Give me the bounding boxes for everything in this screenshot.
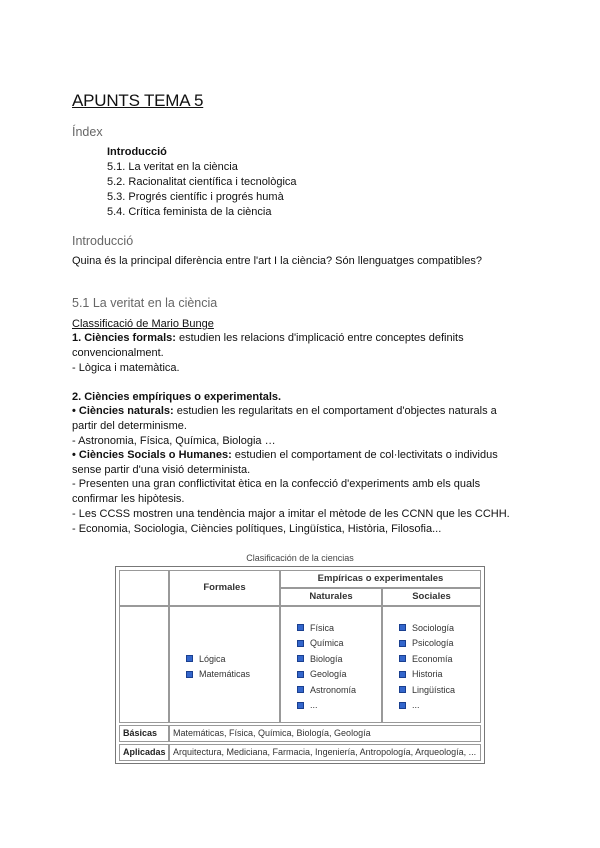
formal-text-cont: convencionalment.: [72, 347, 164, 359]
natural-text-cont: partir del determinisme.: [72, 420, 187, 432]
aplicadas-label: Aplicadas: [119, 744, 169, 761]
bullet-icon: [399, 655, 406, 662]
list-item: Astronomía: [297, 682, 356, 698]
list-item: Geología: [297, 667, 356, 683]
toc-item: 5.2. Racionalitat científica i tecnològica: [107, 176, 297, 188]
bullet-icon: [399, 702, 406, 709]
document-title: APUNTS TEMA 5: [72, 91, 204, 110]
bullet-icon: [297, 686, 304, 693]
list-item: Psicología: [399, 636, 455, 652]
social-text-cont: sense partir d'una visió determinista.: [72, 464, 251, 476]
section-subtitle: Classificació de Mario Bunge: [72, 318, 214, 330]
naturales-cell: [280, 606, 382, 723]
toc-item: 5.4. Crítica feminista de la ciència: [107, 206, 272, 218]
natural-label: • Ciències naturals:: [72, 405, 174, 417]
social-point-cont: confirmar les hipòtesis.: [72, 493, 185, 505]
list-item: Física: [297, 620, 356, 636]
social-line: [72, 448, 498, 463]
formal-text: estudien les relacions d'implicació entre conceptes definits: [175, 332, 464, 344]
formal-examples: - Lògica i matemàtica.: [72, 362, 180, 374]
bullet-icon: [297, 655, 304, 662]
list-item: Sociología: [399, 620, 455, 636]
social-point: - Presenten una gran conflictivitat ètica en la confecció d'experiments amb els quals: [72, 478, 481, 490]
basicas-text: Matemáticas, Física, Química, Biología, Geología: [169, 725, 481, 742]
bullet-icon: [297, 671, 304, 678]
list-item: Economía: [399, 651, 455, 667]
list-item: Biología: [297, 651, 356, 667]
row-label-empty: [119, 606, 169, 723]
formales-cell: [169, 606, 280, 723]
list-item: Química: [297, 636, 356, 652]
list-item: Lógica: [186, 651, 250, 667]
aplicadas-text: Arquitectura, Mediciana, Farmacia, Ingeniería, Antropología, Arqueología, ...: [169, 744, 481, 761]
social-examples: - Economia, Sociologia, Ciències polítiques, Lingüística, Història, Filosofia...: [72, 523, 442, 535]
list-item: ...: [399, 698, 455, 714]
naturales-header: Naturales: [280, 588, 382, 606]
bullet-icon: [399, 671, 406, 678]
formal-line: [72, 331, 464, 346]
sociales-header: Sociales: [382, 588, 481, 606]
bullet-icon: [186, 655, 193, 662]
natural-examples: - Astronomia, Física, Química, Biologia …: [72, 435, 276, 447]
social-point: - Les CCSS mostren una tendència major a imitar el mètode de les CCNN que les CCHH.: [72, 508, 510, 520]
toc-item: 5.1. La veritat en la ciència: [107, 161, 238, 173]
bullet-icon: [399, 624, 406, 631]
natural-line: [72, 404, 497, 419]
list-item: Historia: [399, 667, 455, 683]
section-heading: 5.1 La veritat en la ciència: [72, 296, 218, 310]
social-label: • Ciències Socials o Humanes:: [72, 449, 232, 461]
intro-heading: Introducció: [72, 234, 134, 248]
empirical-heading: 2. Ciències empíriques o experimentals.: [72, 391, 282, 403]
list-item: Matemáticas: [186, 667, 250, 683]
bullet-icon: [297, 624, 304, 631]
list-item: Lingüística: [399, 682, 455, 698]
toc-item: Introducció: [107, 146, 167, 158]
corner-cell: [119, 570, 169, 606]
basicas-label: Básicas: [119, 725, 169, 742]
list-item: ...: [297, 698, 356, 714]
intro-question: Quina és la principal diferència entre l'art I la ciència? Són llenguatges compatibles?: [72, 255, 482, 267]
bullet-icon: [297, 640, 304, 647]
empiricas-header: Empíricas o experimentales: [280, 570, 481, 588]
formal-label: 1. Ciències formals:: [72, 332, 176, 344]
figure-caption: Clasificación de la ciencias: [246, 553, 354, 563]
sociales-cell: [382, 606, 481, 723]
bullet-icon: [399, 640, 406, 647]
bullet-icon: [399, 686, 406, 693]
bullet-icon: [186, 671, 193, 678]
formales-header: Formales: [169, 570, 280, 606]
bullet-icon: [297, 702, 304, 709]
natural-text: estudien les regularitats en el comportament d'objectes naturals a: [173, 405, 497, 417]
index-heading: Índex: [72, 125, 103, 139]
toc-item: 5.3. Progrés científic i progrés humà: [107, 191, 284, 203]
social-text: estudien el comportament de col·lectivitats o individus: [231, 449, 498, 461]
classification-table: [115, 566, 485, 764]
